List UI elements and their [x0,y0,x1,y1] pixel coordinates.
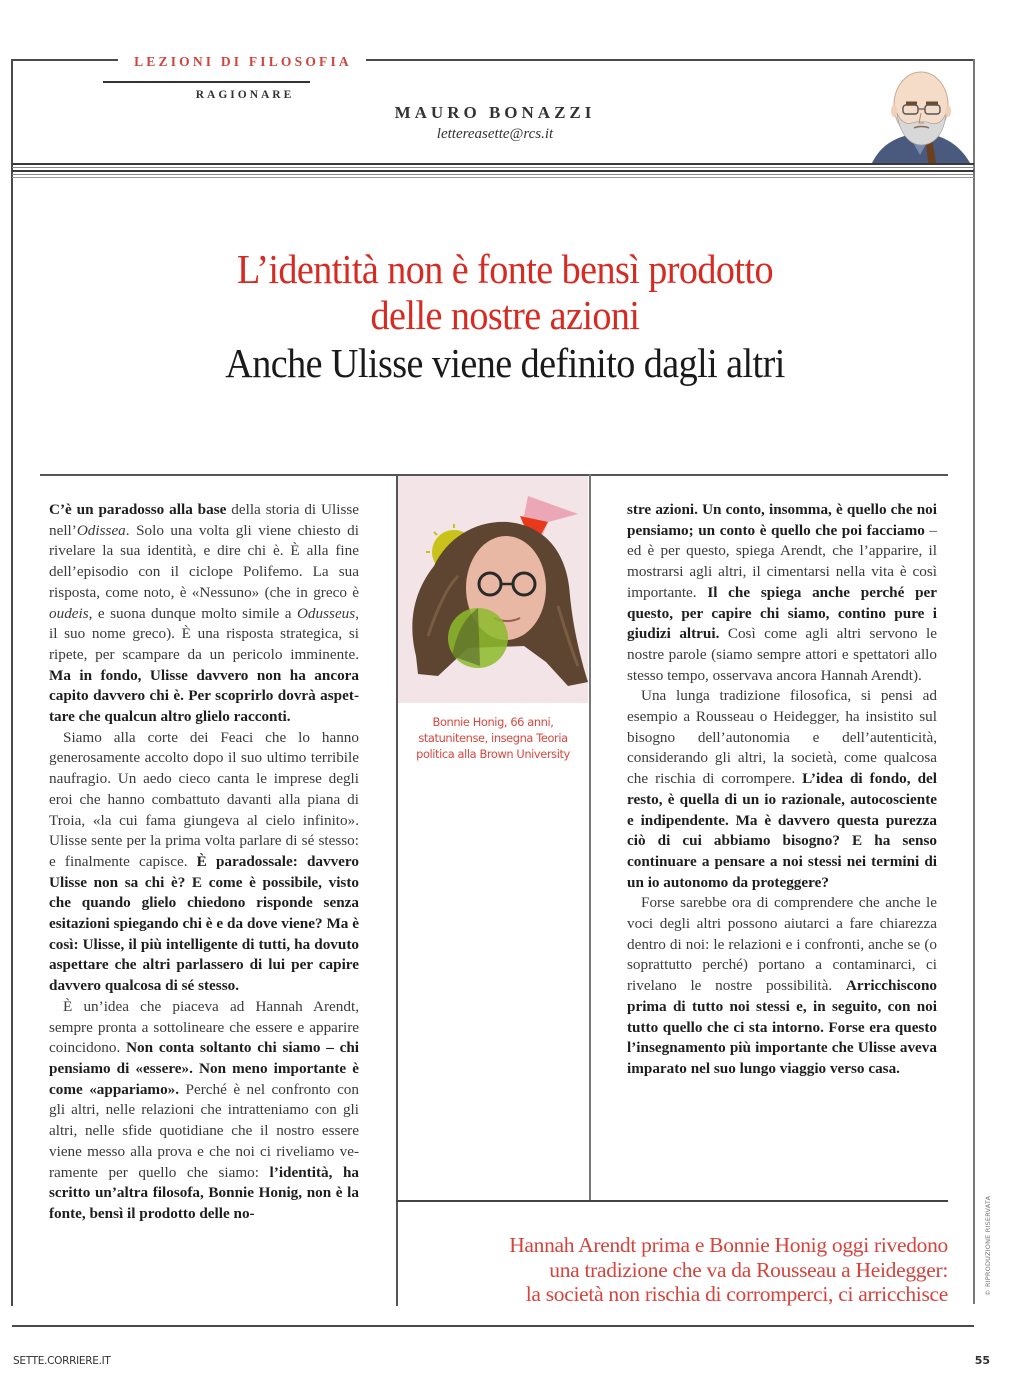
pull-quote [400,1233,948,1307]
copyright-notice: © RIPRODUZIONE RISERVATA [984,1195,992,1296]
pull-quote-top-rule [396,1200,948,1202]
frame-top-border-right [366,59,975,61]
paragraph: Siamo alla corte dei Feaci che lo hanno generosamente accolto dopo il suo ultimo terribile naufragio. Un aedo cieco canta le imprese degli eroi che hanno combattuto davanti alla piana di Troia, «la cui fama giungeva al cielo infinito». Ulisse sente per la prima volta parlare di sé stesso: e finalmente capisce. È paradossale: davvero Ulisse non sa chi è? E come è possibile, visto che quando glielo chiedono risponde senza esitazioni spiegando chi è e da dove viene? Ma è così: Ulisse, il più intelligente di tutti, ha dovuto aspettare che altri parlassero di lui per capire davvero qualcosa di sé stesso. [49,728,359,995]
article-column-2 [627,500,937,1080]
paragraph: stre azioni. Un conto, insomma, è quello che noi pensiamo; un conto è quello che poi facciamo – ed è per questo, spiega Arendt, che l’apparire, il mostrarsi agli altri, il cimentarsi nella vita è così importante. Il che spiega anche perché per questo, per capire chi siamo, contino pure i giudizi altrui. Così come agli altri servono le nostre parole (siamo sempre attori e spettatori allo stesso tempo, osservava ancora Hannah Arendt). [627,501,938,684]
headline-title-line-1: L’identità non è fonte bensì prodotto [236,246,774,292]
pull-quote-line-2: una tradizione che va da Rousseau a Heidegger: [549,1257,948,1282]
page-number: 55 [974,1354,990,1367]
photo-caption: Bonnie Honig, 66 anni, statunitense, insegna Teoria politica alla Brown University [416,715,570,761]
headline-title-line-2: delle nostre azioni [370,292,640,338]
headline-subtitle: Anche Ulisse viene definito dagli altri [225,340,785,386]
section-label: RAGIONARE [195,89,295,101]
frame-top-border-left [12,59,118,61]
frame-left-border [11,59,13,1306]
paragraph: C’è un paradosso alla base della storia di Ulisse nell’Odissea. Solo una volta gli viene chiesto di rivelare la sua identità, e dire chi è. È alla fine dell’episodio con il ciclope Polifemo. La sua risposta, come noto, è «Nessuno» (che in greco è oudeis, e suona dunque molto simile a Odusseus, il suo nome greco). È una risposta strategica, si ripete, per scampare da un pericolo imminente. Ma in fondo, Ulisse davvero non ha ancora capito davvero chi è. Per scoprirlo dovrà aspettare che qualcun altro glielo racconti. [49,501,359,726]
column-divider-right [589,474,591,1201]
footer-site-name[interactable]: SETTE.CORRIERE.IT [13,1355,111,1367]
frame-right-border [973,59,975,1304]
paragraph: È un’idea che piaceva ad Hannah Arendt, sempre pronta a sottolineare che essere e apparire coincidono. Non conta soltanto chi siamo – chi pensiamo di «essere». Non meno importante è come «appariamo». Perché è nel confronto con gli altri, nelle relazioni che intratteniamo con gli altri, nelle sfide quotidiane che il nostro essere viene messo alla prova e che noi ci riveliamo veramente per quello che siamo: l’identità, ha scritto un’altra filosofa, Bonnie Honig, non è la fonte, bensì il prodotto delle no- [49,997,360,1222]
header-divider-rules [12,163,974,179]
headline [60,246,950,386]
rubric-underline [103,81,310,83]
author-email[interactable]: lettereasette@rcs.it [436,126,554,142]
pull-quote-line-1: Hannah Arendt prima e Bonnie Honig oggi rivedono [509,1233,948,1257]
article-column-1 [49,500,359,1225]
paragraph: Una lunga tradizione filosofica, si pensi ad esempio a Rousseau o Heidegger, ha insistito sul bisogno dell’autonomia e dell’autenticità, considerando gli altri, la società, come qualcosa che rischia di corrompere. L’idea di fondo, del resto, è quella di un io razionale, autocosciente e indipendente. Ma è davvero questa purezza ciò di cui abbiamo bisogno? E ha senso continuare a pensare a noi stessi nei termini di un io autonomo da proteggere? [627,687,937,891]
pull-quote-line-3: la società non rischia di corromperci, ci arricchisce [525,1282,948,1306]
author-caricature-icon [870,65,972,163]
paragraph: Forse sarebbe ora di comprendere che anche le voci degli altri possono aiutarci a fare chiarezza dentro di noi: le relazioni e i confronti, anche se (o soprattutto perché) portano a contaminarci, ci rivelano le nostre possibilità. Arricchiscono prima di tutto noi stessi e, in seguito, con noi tutto quello che ci sta intorno. Forse era questo l’insegnamento più importante che Ulisse aveva imparato nel suo lungo viaggio verso casa. [627,894,937,1077]
rubric [118,54,368,70]
rubric-title: LEZIONI DI FILOSOFIA [134,54,352,69]
bonnie-honig-portrait-icon [398,476,588,703]
author-name: MAURO BONAZZI [394,103,596,122]
frame-bottom-border [12,1325,974,1327]
